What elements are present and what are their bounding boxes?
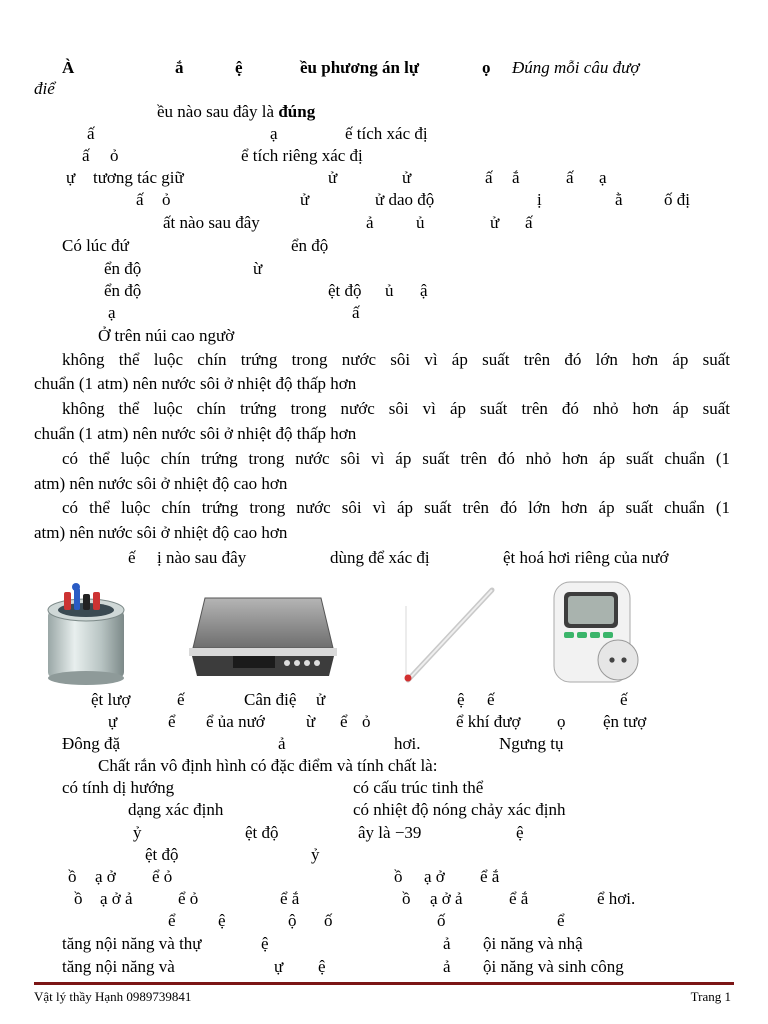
option-fragment: ấ — [87, 124, 95, 143]
option-fragment: ừ — [253, 259, 263, 278]
option-fragment: ậ — [420, 281, 428, 300]
option-fragment: có cấu trúc tinh thể — [353, 778, 484, 797]
option-fragment: ằ — [615, 190, 623, 209]
option-fragment: ể hơi. — [597, 889, 636, 908]
question-fragment: ể — [168, 712, 176, 731]
question-fragment: ế — [128, 548, 136, 567]
option-fragment: dạng xác định — [128, 800, 224, 819]
question-line: ều nào sau đây là đúng — [157, 102, 316, 121]
option-fragment: ội năng và nhậ — [483, 934, 583, 953]
caption-fragment: Cân điệ — [244, 690, 297, 709]
question-line: Ở trên núi cao ngườ — [98, 326, 235, 345]
question-fragment: ỏ — [362, 712, 371, 731]
option-fragment: ắ — [512, 168, 520, 187]
question-fragment: ể khí đượ — [456, 712, 521, 731]
question-fragment: ấ — [525, 213, 533, 232]
option-fragment: ể ỏ — [178, 889, 199, 908]
option-fragment: ạ — [270, 124, 278, 143]
option-fragment: tăng nội năng và — [62, 957, 175, 976]
option-fragment: hơi. — [394, 734, 421, 753]
caption-fragment: ế — [620, 690, 628, 709]
option-fragment: ấ — [352, 303, 360, 322]
option-line: không thể luộc chín trứng trong nước sôi vì áp suất trên đó nhỏ hơn áp suất — [62, 399, 730, 418]
question-fragment: ây là −39 — [358, 823, 422, 842]
option-fragment: ể ắ — [280, 889, 300, 908]
question-fragment: ố — [437, 911, 446, 930]
option-line: atm) nên nước sôi ở nhiệt độ cao hơn — [34, 474, 288, 493]
header-fragment: À — [62, 58, 75, 77]
option-fragment: ấ — [485, 168, 493, 187]
question-fragment: ể ủa nướ — [206, 712, 265, 731]
option-line: atm) nên nước sôi ở nhiệt độ cao hơn — [34, 523, 288, 542]
option-fragment: ả — [443, 957, 451, 976]
option-fragment: ố đị — [664, 190, 690, 209]
option-fragment: ạ ở ả — [100, 889, 133, 908]
question-fragment: ả — [366, 213, 374, 232]
power-meter-image — [546, 578, 642, 688]
option-fragment: Ngưng tụ — [499, 734, 564, 753]
option-fragment: ạ ở — [95, 867, 116, 886]
question-fragment: ệt độ — [245, 823, 279, 842]
question-fragment: ử — [490, 213, 500, 232]
option-fragment: Đông đặ — [62, 734, 121, 753]
footer-rule — [34, 982, 734, 985]
option-fragment: ồ — [402, 889, 411, 908]
option-fragment: ệ — [318, 957, 326, 976]
option-line: chuẩn (1 atm) nên nước sôi ở nhiệt độ thấp hơn — [34, 374, 357, 393]
question-fragment: ệt hoá hơi riêng của nướ — [503, 548, 669, 567]
header-fragment: ắ — [175, 58, 184, 77]
header-fragment: Đúng mỗi câu đượ — [512, 58, 640, 77]
option-fragment: ồ — [74, 889, 83, 908]
option-fragment: ế tích xác đị — [345, 124, 428, 143]
option-fragment: ển độ — [104, 259, 142, 278]
question-fragment: ể — [340, 712, 348, 731]
question-fragment: ự — [108, 712, 118, 731]
option-fragment: ự — [274, 957, 284, 976]
option-fragment: có nhiệt độ nóng chảy xác định — [353, 800, 566, 819]
header-fragment: ều phương án lự — [300, 58, 420, 77]
option-fragment: ội năng và sinh công — [483, 957, 624, 976]
option-fragment: ử — [300, 190, 310, 209]
option-fragment: ệ — [261, 934, 269, 953]
option-fragment: ạ ở — [424, 867, 445, 886]
option-fragment: ể ắ — [509, 889, 529, 908]
question-fragment: ể — [168, 911, 176, 930]
option-fragment: ự — [66, 168, 76, 187]
option-fragment: ả — [278, 734, 286, 753]
caption-fragment: ế — [487, 690, 495, 709]
option-fragment: ấ — [136, 190, 144, 209]
question-fragment: ừ — [306, 712, 316, 731]
option-line: có thể luộc chín trứng trong nước sôi vì áp suất trên đó lớn hơn áp suất chuẩn (1 — [62, 498, 730, 517]
option-fragment: ử — [402, 168, 412, 187]
header-fragment: điể — [34, 79, 55, 98]
option-fragment: ạ — [599, 168, 607, 187]
header-fragment: ọ — [482, 58, 491, 77]
option-fragment: ử — [328, 168, 338, 187]
option-fragment: tăng nội năng và thự — [62, 934, 202, 953]
option-fragment: ấ — [566, 168, 574, 187]
question-fragment: ọ — [557, 712, 566, 731]
thermometer-image — [396, 586, 496, 686]
option-fragment: ị — [537, 190, 542, 209]
question-fragment: ện tượ — [603, 712, 647, 731]
electronic-scale-image — [183, 592, 343, 680]
question-fragment: ủ — [416, 213, 425, 232]
caption-fragment: ệ — [457, 690, 465, 709]
footer-author: Vật lý thầy Hạnh 0989739841 — [34, 989, 192, 1004]
question-fragment: ệ — [516, 823, 524, 842]
option-fragment: tương tác giữ — [93, 168, 184, 187]
question-fragment: ỷ — [311, 845, 320, 864]
option-fragment: ồ — [394, 867, 403, 886]
option-line: chuẩn (1 atm) nên nước sôi ở nhiệt độ thấp hơn — [34, 424, 357, 443]
question-fragment: ệt độ — [145, 845, 179, 864]
option-fragment: ồ — [68, 867, 77, 886]
question-fragment: ố — [324, 911, 333, 930]
option-fragment: ử dao độ — [375, 190, 435, 209]
header-fragment: ệ — [235, 58, 243, 77]
caption-fragment: ế — [177, 690, 185, 709]
option-fragment: ển độ — [104, 281, 142, 300]
option-fragment: ả — [443, 934, 451, 953]
page-number: Trang 1 — [690, 989, 731, 1004]
option-fragment: ển độ — [291, 236, 329, 255]
option-fragment: ệt độ — [328, 281, 362, 300]
option-fragment: ể ắ — [480, 867, 500, 886]
option-line: có thể luộc chín trứng trong nước sôi vì áp suất trên đó nhỏ hơn áp suất chuẩn (1 — [62, 449, 730, 468]
option-fragment: ể tích riêng xác đị — [241, 146, 363, 165]
question-line: Chất rắn vô định hình có đặc điểm và tính chất là: — [98, 756, 438, 775]
option-line: không thể luộc chín trứng trong nước sôi vì áp suất trên đó lớn hơn áp suất — [62, 350, 730, 369]
option-fragment: ủ — [385, 281, 394, 300]
option-fragment: ỏ — [162, 190, 171, 209]
caption-fragment: ử — [316, 690, 326, 709]
option-fragment: ạ ở ả — [430, 889, 463, 908]
question-fragment: ộ — [288, 911, 297, 930]
option-fragment: ỏ — [110, 146, 119, 165]
option-fragment: ể ỏ — [152, 867, 173, 886]
calorimeter-image — [40, 580, 132, 686]
option-fragment: ạ — [108, 303, 116, 322]
question-fragment: ỷ — [133, 823, 142, 842]
question-fragment: ị nào sau đây — [157, 548, 247, 567]
question-fragment: ất nào sau đây — [163, 213, 260, 232]
question-fragment: ể — [557, 911, 565, 930]
option-fragment: Có lúc đứ — [62, 236, 129, 255]
option-fragment: có tính dị hướng — [62, 778, 175, 797]
caption-fragment: ệt lượ — [91, 690, 131, 709]
option-fragment: ấ — [82, 146, 90, 165]
question-fragment: ệ — [218, 911, 226, 930]
question-fragment: dùng để xác đị — [330, 548, 430, 567]
